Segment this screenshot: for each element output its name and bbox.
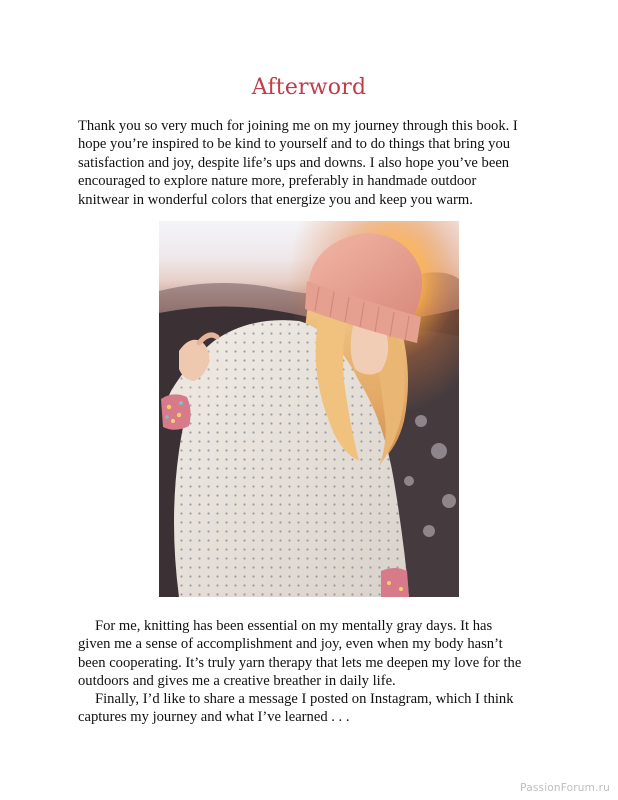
photo-woman-in-knit-hat	[159, 221, 459, 597]
paragraph-closing	[78, 690, 548, 727]
paragraph-knitting-text: For me, knitting has been essential on my mentally gray days. It has given me a sense of accomplishment and joy, even when my body hasn’t been cooperating. It’s truly yarn therapy that lets me deepen my love for the outdoors and gives me a creative breather in daily life.	[78, 618, 522, 690]
paragraph-knitting	[78, 617, 548, 691]
page-title: Afterword	[251, 75, 367, 100]
paragraph-intro: Thank you so very much for joining me on my journey through this book. I hope you’re inspired to be kind to yourself and to do things that bring you satisfaction and joy, despite life’s ups and downs. I also hope you’ve been encouraged to explore nature more, preferably in handmade outdoor knitwear in wonderful colors that energize you and keep you warm.	[78, 118, 518, 208]
paragraph-closing-text: Finally, I’d like to share a message I posted on Instagram, which I think captures my journey and what I’ve learned . . .	[78, 691, 514, 726]
watermark: PassionForum.ru	[520, 782, 610, 794]
